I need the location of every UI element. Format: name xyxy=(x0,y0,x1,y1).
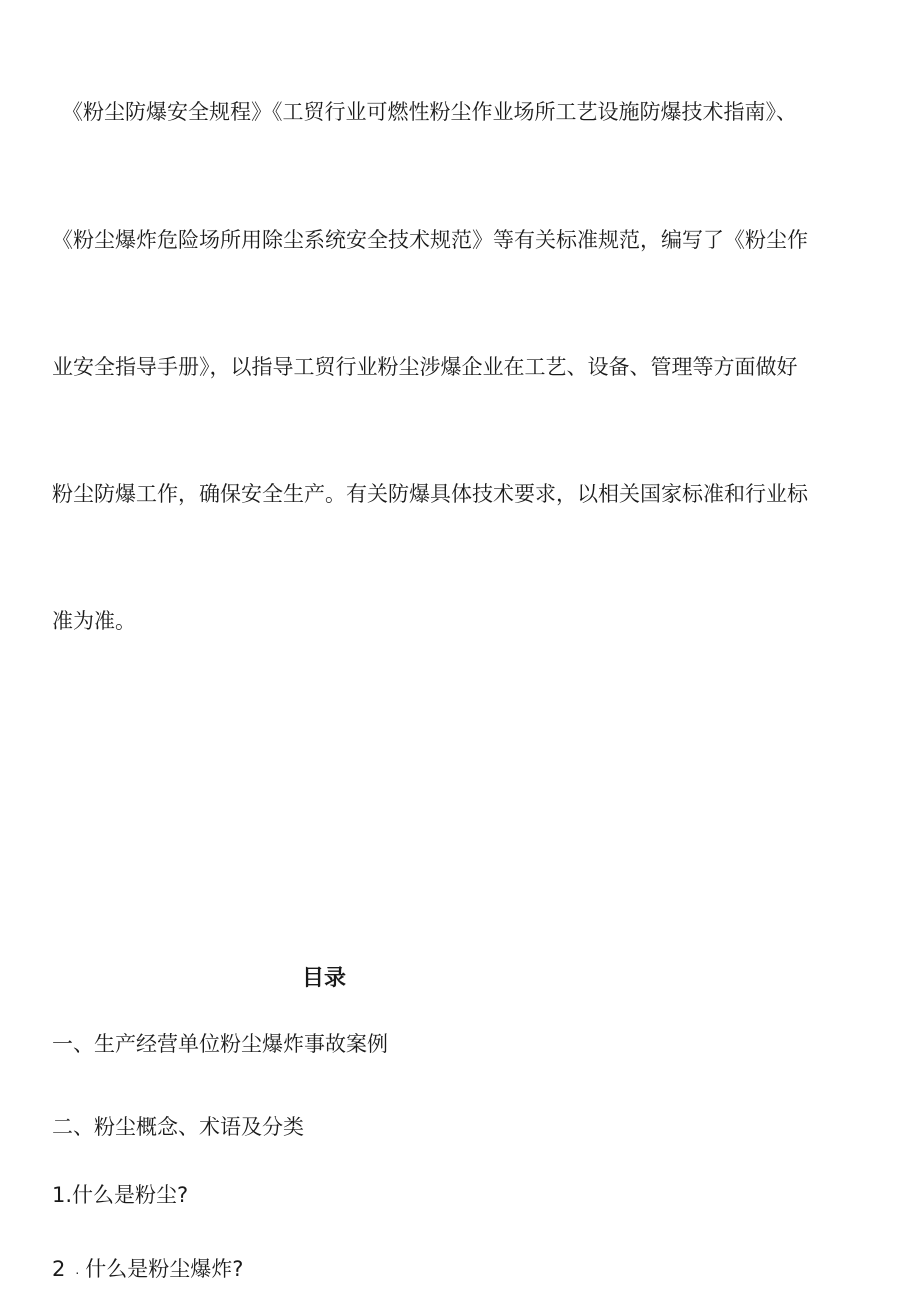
intro-line-3: 业安全指导手册》，以指导工贸行业粉尘涉爆企业在工艺、设备、管理等方面做好 xyxy=(52,355,798,379)
toc-item-number: 2 xyxy=(52,1257,66,1281)
intro-line-5: 准为准。 xyxy=(52,609,136,633)
toc-item-label: 什么是粉尘爆炸? xyxy=(85,1257,244,1281)
toc-item-dust-concepts: 二、粉尘概念、术语及分类 xyxy=(52,1115,304,1139)
intro-line-1: 《粉尘防爆安全规程》《工贸行业可燃性粉尘作业场所工艺设施防爆技术指南》、 xyxy=(62,100,797,124)
toc-item-accident-cases: 一、生产经营单位粉尘爆炸事故案例 xyxy=(52,1032,388,1056)
toc-item-what-is-dust: 1.什么是粉尘? xyxy=(52,1183,189,1207)
intro-line-4: 粉尘防爆工作，确保安全生产。有关防爆具体技术要求，以相关国家标准和行业标 xyxy=(52,482,808,506)
intro-line-2: 《粉尘爆炸危险场所用除尘系统安全技术规范》等有关标准规范，编写了《粉尘作 xyxy=(52,228,808,252)
toc-item-what-is-dust-explosion xyxy=(52,1255,243,1284)
toc-title: 目录 xyxy=(302,966,347,991)
toc-item-separator: . xyxy=(75,1263,80,1277)
